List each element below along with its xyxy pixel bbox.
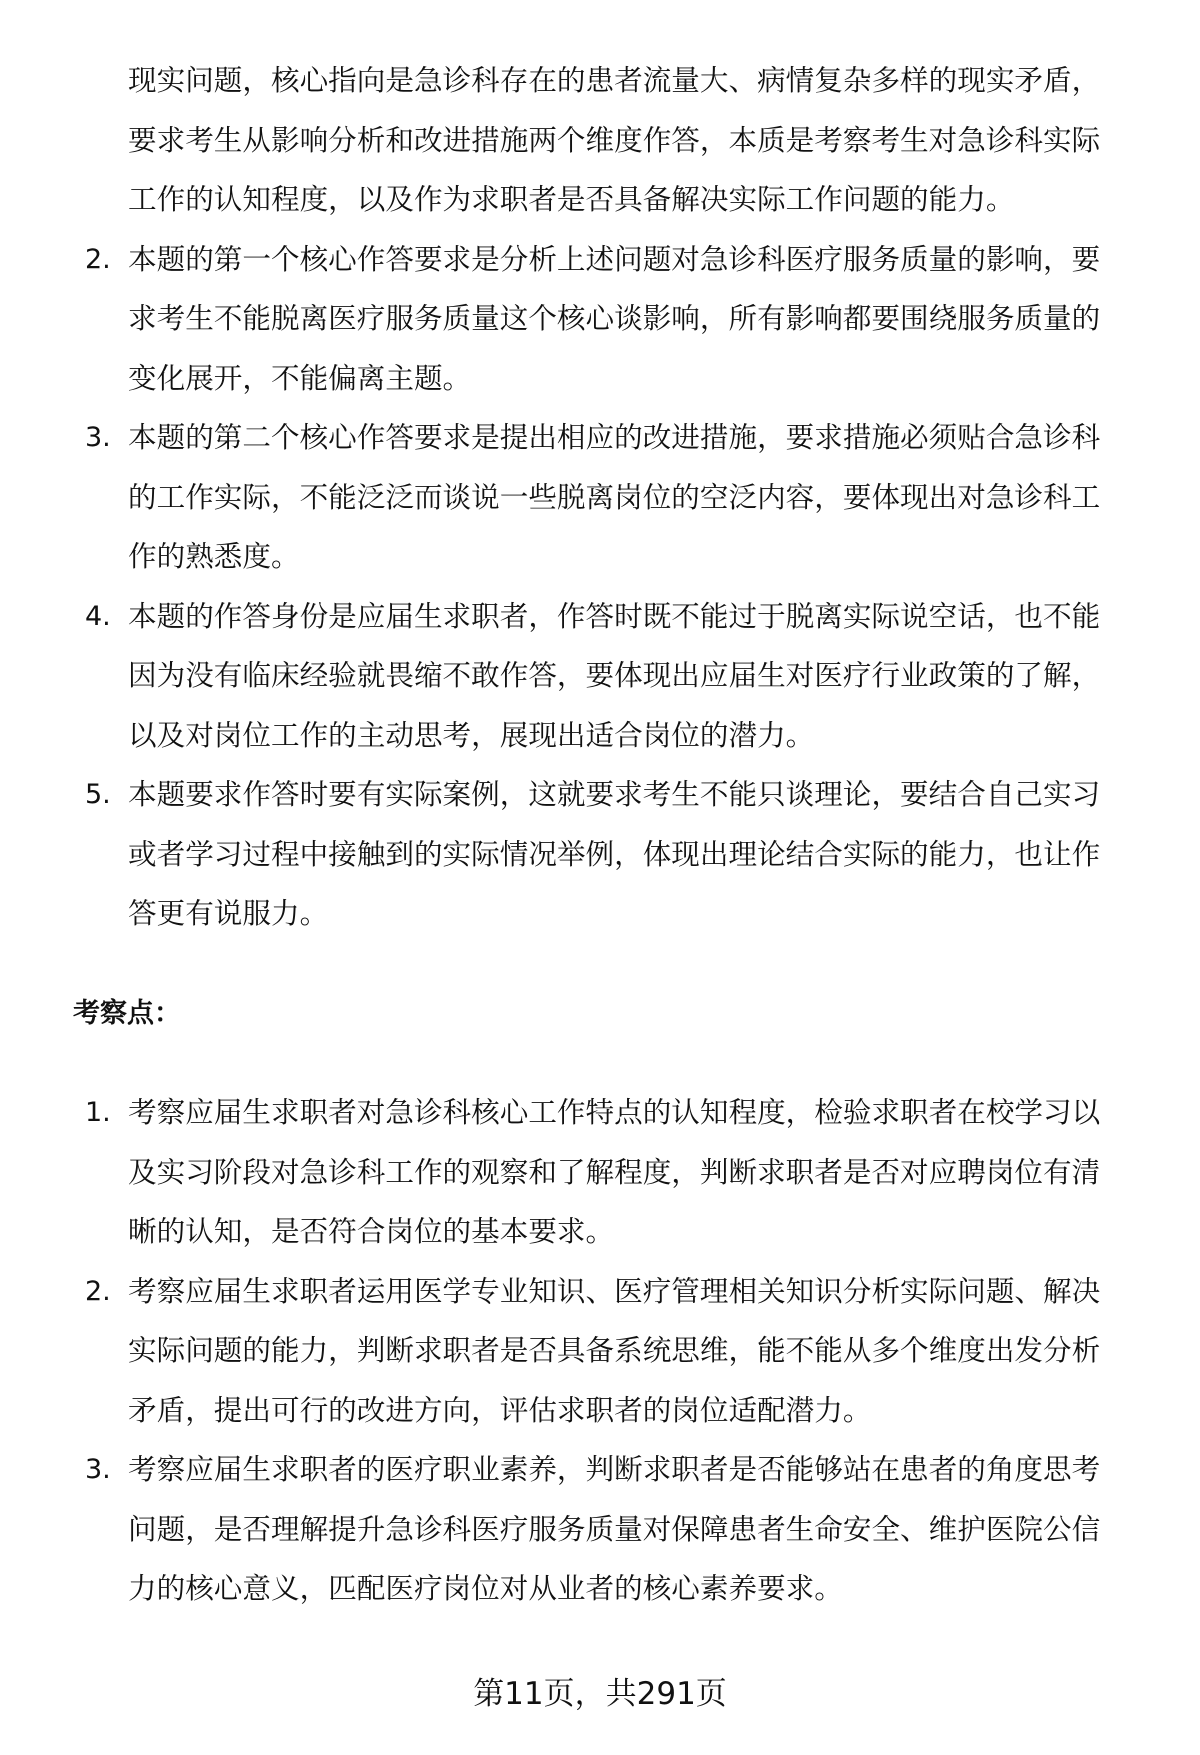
item-text-line: 晰的认知，是否符合岗位的基本要求。 xyxy=(128,1214,615,1248)
list-item xyxy=(0,51,1200,230)
section-heading: 考察点： xyxy=(73,998,181,1029)
points-list xyxy=(0,1083,1200,1619)
item-text-line: 本题的第一个核心作答要求是分析上述问题对急诊科医疗服务质量的影响，要 xyxy=(128,241,1101,276)
item-text-line: 作的熟悉度。 xyxy=(128,539,300,573)
item-text-line: 本题的第二个核心作答要求是提出相应的改进措施，要求措施必须贴合急诊科 xyxy=(128,420,1101,454)
page-footer: 第11页，共291页 xyxy=(473,1676,727,1712)
item-number: 3. xyxy=(85,1454,111,1485)
analysis-list xyxy=(0,51,1200,944)
item-text-line: 考察应届生求职者的医疗职业素养，判断求职者是否能够站在患者的角度思考 xyxy=(128,1452,1101,1486)
item-number: 2. xyxy=(85,243,111,275)
item-text-line: 因为没有临床经验就畏缩不敢作答，要体现出应届生对医疗行业政策的了解， xyxy=(128,658,1101,692)
item-text-line: 问题，是否理解提升急诊科医疗服务质量对保障患者生命安全、维护医院公信 xyxy=(128,1511,1101,1546)
item-text-line: 实际问题的能力，判断求职者是否具备系统思维，能不能从多个维度出发分析 xyxy=(128,1333,1101,1367)
item-text-line: 答更有说服力。 xyxy=(128,896,329,930)
item-text-line: 考察应届生求职者运用医学专业知识、医疗管理相关知识分析实际问题、解决 xyxy=(128,1273,1101,1308)
list-item xyxy=(0,587,1200,766)
item-text-line: 本题的作答身份是应届生求职者，作答时既不能过于脱离实际说空话，也不能 xyxy=(128,598,1101,633)
list-item xyxy=(0,230,1200,409)
item-text-line: 力的核心意义，匹配医疗岗位对从业者的核心素养要求。 xyxy=(128,1571,843,1605)
item-text-line: 现实问题，核心指向是急诊科存在的患者流量大、病情复杂多样的现实矛盾， xyxy=(128,63,1101,97)
item-text-line: 本题要求作答时要有实际案例，这就要求考生不能只谈理论，要结合自己实习 xyxy=(128,777,1101,811)
item-text-line: 要求考生从影响分析和改进措施两个维度作答，本质是考察考生对急诊科实际 xyxy=(128,122,1101,157)
item-text-line: 变化展开，不能偏离主题。 xyxy=(128,360,472,395)
item-text-line: 考察应届生求职者对急诊科核心工作特点的认知程度，检验求职者在校学习以 xyxy=(128,1095,1101,1129)
list-item xyxy=(0,408,1200,587)
item-text-line: 或者学习过程中接触到的实际情况举例，体现出理论结合实际的能力，也让作 xyxy=(128,836,1101,871)
list-item xyxy=(0,765,1200,944)
item-text-line: 求考生不能脱离医疗服务质量这个核心谈影响，所有影响都要围绕服务质量的 xyxy=(128,301,1101,335)
item-text-line: 以及对岗位工作的主动思考，展现出适合岗位的潜力。 xyxy=(128,717,815,752)
item-number: 2. xyxy=(85,1275,111,1307)
item-number: 4. xyxy=(85,600,111,632)
item-number: 3. xyxy=(85,422,111,453)
item-number: 1. xyxy=(85,1097,111,1128)
item-text-line: 及实习阶段对急诊科工作的观察和了解程度，判断求职者是否对应聘岗位有清 xyxy=(128,1154,1101,1189)
list-item xyxy=(0,1262,1200,1441)
item-number: 5. xyxy=(85,779,111,810)
item-text-line: 的工作实际，不能泛泛而谈说一些脱离岗位的空泛内容，要体现出对急诊科工 xyxy=(128,479,1101,514)
list-item xyxy=(0,1083,1200,1262)
list-item xyxy=(0,1440,1200,1619)
item-text-line: 矛盾，提出可行的改进方向，评估求职者的岗位适配潜力。 xyxy=(128,1392,872,1427)
item-text-line: 工作的认知程度，以及作为求职者是否具备解决实际工作问题的能力。 xyxy=(128,182,1015,216)
